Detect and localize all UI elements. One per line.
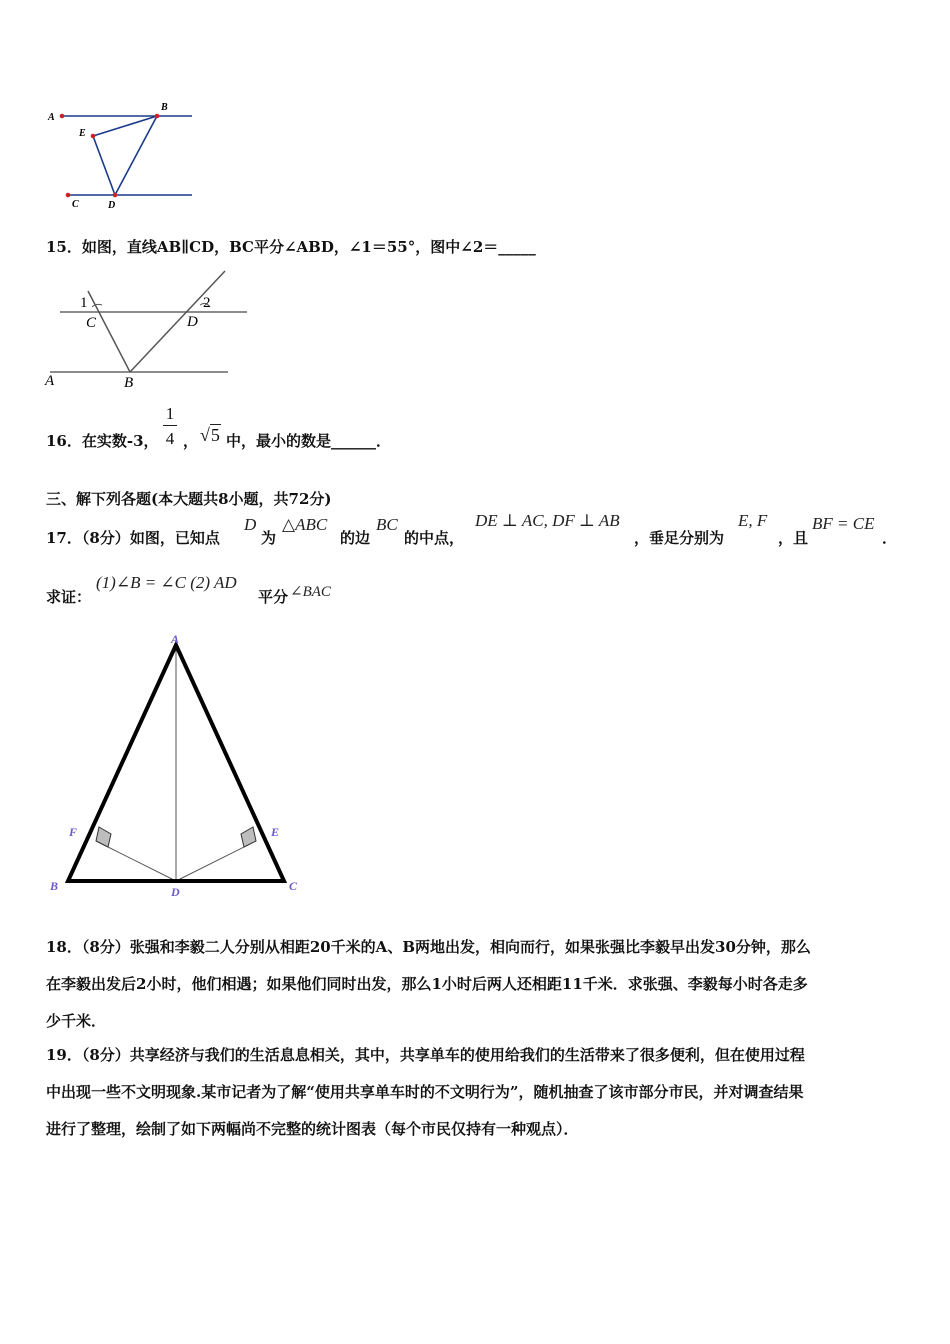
sqrt-symbol: √ xyxy=(200,425,210,445)
math-ef: E, F xyxy=(738,511,768,530)
label-e: E xyxy=(271,825,280,839)
segment-ed xyxy=(93,136,115,195)
label-c: C xyxy=(289,879,298,893)
sqrt-argument: 5 xyxy=(210,425,220,445)
paragraph-line: 进行了整理，绘制了如下两幅尚不完整的统计图表（每个市民仅持有一种观点）． xyxy=(46,1120,579,1138)
math-d: D xyxy=(244,515,257,534)
math-perpendicular: DE ⊥ AC, DF ⊥ AB xyxy=(475,511,620,530)
figure-q14 xyxy=(40,95,210,215)
right-angle-f xyxy=(96,827,111,847)
question-16-rest xyxy=(183,430,198,451)
comma: ， xyxy=(183,432,199,450)
fraction-one-quarter xyxy=(163,405,177,448)
question-18 xyxy=(46,929,916,1040)
label-a: A xyxy=(171,632,180,646)
figure-q15 xyxy=(42,265,252,390)
question-number: 17． xyxy=(46,529,82,547)
label-d: D xyxy=(171,885,180,899)
paragraph-line: 中出现一些不文明现象.某市记者为了解“使用共享单车时的不文明行为”，随机抽查了该市部分市民，并对调查结果 xyxy=(46,1083,804,1101)
question-number: 15． xyxy=(46,238,82,256)
paragraph-line: 18．（8分）张强和李毅二人分别从相距20千米的A、B两地出发，相向而行，如果张强比李毅早出发30分钟，那么 xyxy=(46,938,811,956)
fraction-numerator: 1 xyxy=(165,404,175,423)
label-a: A xyxy=(48,112,55,123)
question-text-end: 中，最小的数是______． xyxy=(226,432,392,450)
math-angle-bac: ∠BAC xyxy=(290,584,331,600)
question-15 xyxy=(46,236,536,257)
question-16-tail xyxy=(226,430,391,451)
fraction-bar xyxy=(163,425,177,426)
math-bc: BC xyxy=(376,515,398,534)
question-19 xyxy=(46,1037,916,1148)
paragraph-line: 少千米． xyxy=(46,1012,107,1030)
point-d xyxy=(113,193,118,198)
question-text: 如图，直线AB∥CD，BC平分∠ABD，∠1＝55°，图中∠2＝_____ xyxy=(81,238,536,256)
label-b: B xyxy=(50,879,59,893)
sqrt-expression xyxy=(200,425,221,446)
text-wei: 为 xyxy=(261,529,277,547)
score: （8分） xyxy=(81,529,130,547)
label-e: E xyxy=(79,128,86,139)
math-bf-ce: BF = CE xyxy=(812,514,875,533)
question-17-num xyxy=(46,527,220,548)
label-b: B xyxy=(124,375,134,390)
math-triangle-abc: △ABC xyxy=(282,515,328,534)
label-d: D xyxy=(108,200,116,211)
label-d: D xyxy=(187,314,198,330)
text-de-bian: 的边 xyxy=(340,529,371,547)
fraction-denominator: 4 xyxy=(165,429,175,448)
text-period: ． xyxy=(882,529,898,547)
label-c: C xyxy=(86,315,97,331)
math-prove: (1)∠B = ∠C (2) AD xyxy=(96,573,237,592)
point-c xyxy=(66,193,71,198)
label-c: C xyxy=(72,199,79,210)
section-title: 三、解下列各题(本大题共8小题，共72分) xyxy=(46,490,332,508)
figure-q17 xyxy=(40,625,310,905)
point-a xyxy=(60,114,65,119)
label-b: B xyxy=(161,102,168,113)
paragraph-line: 在李毅出发后2小时，他们相遇；如果他们同时出发，那么1小时后两人还相距11千米．求张强、李毅每小时各走多 xyxy=(46,975,808,993)
paragraph-line: 19．（8分）共享经济与我们的生活息息相关，其中，共享单车的使用给我们的生活带来了很多便利，但在使用过程 xyxy=(46,1046,805,1064)
label-2: 2 xyxy=(203,295,211,311)
angle-1-arc xyxy=(92,304,102,307)
text-midpoint: 的中点， xyxy=(404,529,465,547)
label-a: A xyxy=(45,373,55,389)
text-and: ，且 xyxy=(778,529,809,547)
question-16 xyxy=(46,430,159,451)
question-number: 16． xyxy=(46,432,82,450)
text: 如图，已知点 xyxy=(129,529,220,547)
point-b xyxy=(155,114,160,119)
right-angle-e xyxy=(241,827,256,847)
label-f: F xyxy=(69,825,78,839)
prove-label: 求证： xyxy=(46,588,92,606)
segment-bd xyxy=(130,271,225,372)
point-e xyxy=(91,134,96,139)
segment-bc xyxy=(88,291,130,372)
question-text-start: 在实数-3， xyxy=(81,432,159,450)
label-1: 1 xyxy=(80,295,88,311)
text-bisect: 平分 xyxy=(258,588,289,606)
text-feet: ，垂足分别为 xyxy=(634,529,725,547)
